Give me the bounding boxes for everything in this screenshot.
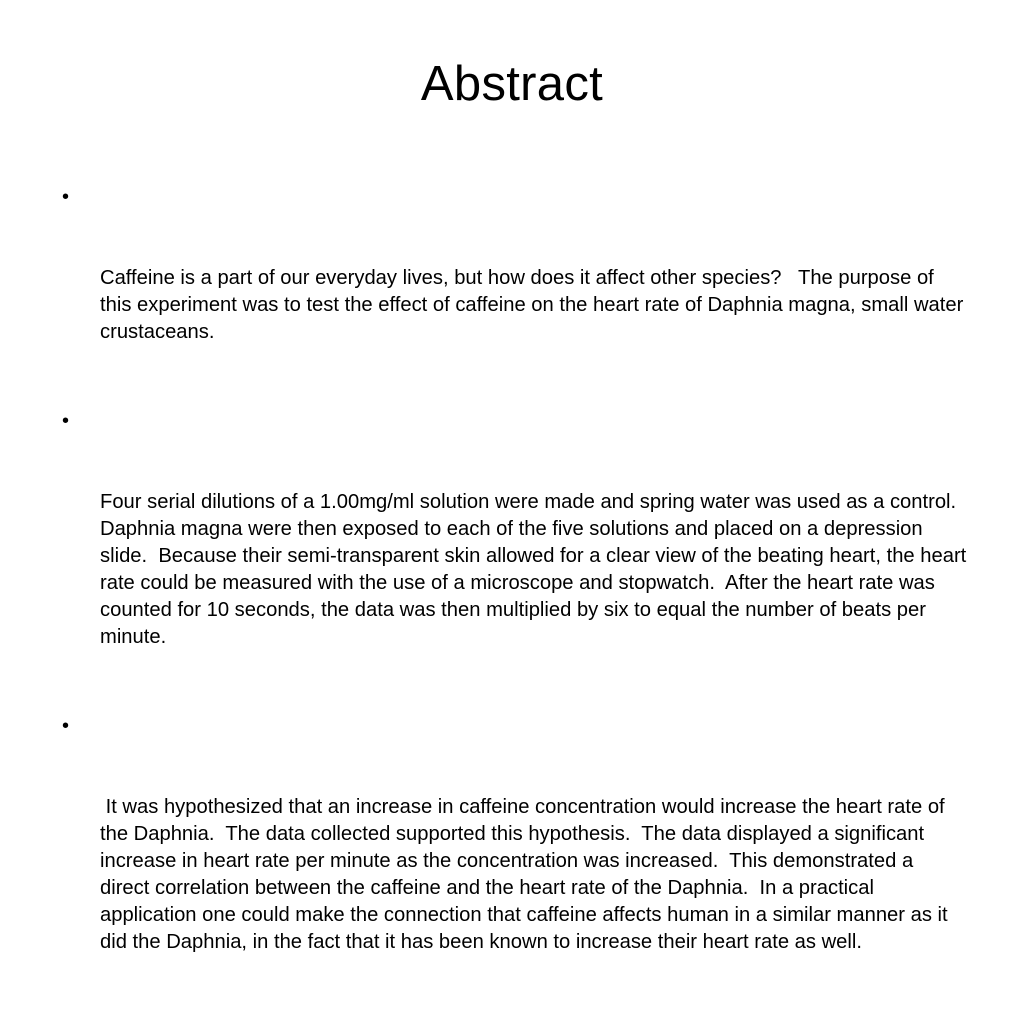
bullet-text: Four serial dilutions of a 1.00mg/ml solution were made and spring water was used as a control. Daphnia magna were then exposed to each of the five solutions and placed on a depression slide. Because their semi-transparent skin allowed for a clear view of the beating heart, the heart rate could be measured with the use of a microscope and stopwatch. After the heart rate was counted for 10 seconds, the data was then multiplied by six to equal the number of beats per minute. <box>100 491 972 648</box>
bullet-icon: • <box>62 715 70 737</box>
bullet-list <box>62 184 972 1018</box>
bullet-text: Caffeine is a part of our everyday lives, but how does it affect other species? The purpose of this experiment was to test the effect of caffeine on the heart rate of Daphnia magna, small water crustaceans. <box>100 267 969 343</box>
bullet-item <box>62 713 968 1010</box>
bullet-text: It was hypothesized that an increase in caffeine concentration would increase the heart rate of the Daphnia. The data collected supported this hypothesis. The data displayed a significant increase in heart rate per minute as the concentration was increased. This demonstrated a direct correlation between the caffeine and the heart rate of the Daphnia. In a practical application one could make the connection that caffeine affects human in a similar manner as it did the Daphnia, in the fact that it has been known to increase their heart rate as well. <box>100 796 954 953</box>
bullet-item <box>62 408 972 705</box>
slide-title: Abstract <box>420 57 604 111</box>
bullet-item <box>62 184 968 400</box>
bullet-icon: • <box>62 410 70 432</box>
bullet-icon: • <box>62 186 70 208</box>
